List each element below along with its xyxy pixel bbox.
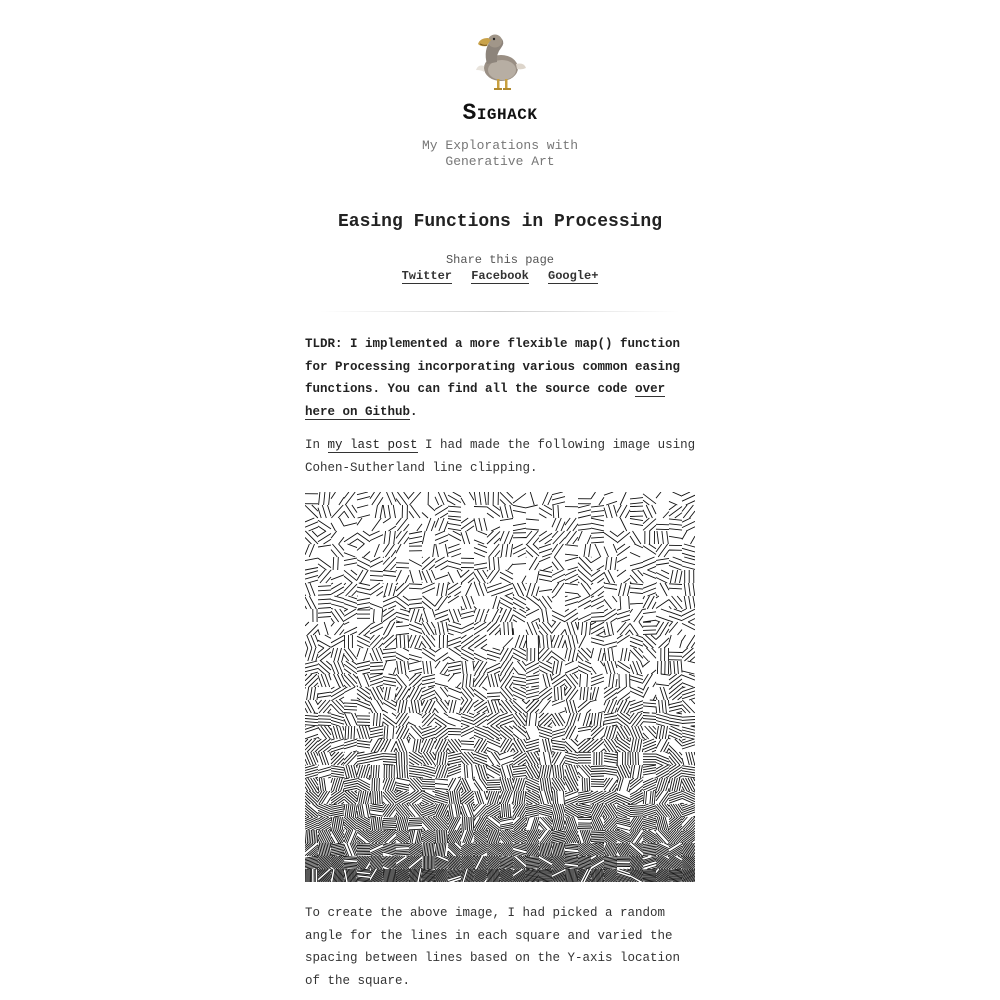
tldr-text: TLDR: I implemented a more flexible map() function for Processing incorporating various common easing functions. You can find all the source code: [305, 337, 681, 396]
intro-paragraph: [305, 434, 700, 479]
tldr-end: .: [410, 404, 418, 419]
intro-text-end: I had made the following image using Cohen-Sutherland line clipping.: [305, 438, 696, 475]
site-header: [0, 28, 1000, 170]
description-paragraph: To create the above image, I had picked a random angle for the lines in each square and varied the spacing between lines based on the Y-axis location of the square.: [305, 906, 681, 988]
tldr-paragraph: [305, 333, 700, 423]
dodo-bird-icon: [468, 28, 532, 94]
generative-line-art-image: [305, 492, 695, 882]
site-tagline: My Explorations with Generative Art: [421, 138, 579, 169]
share-section: [0, 252, 1000, 284]
art-lines: [305, 492, 695, 882]
share-facebook-link[interactable]: Facebook: [471, 269, 529, 283]
logo-link[interactable]: [0, 28, 1000, 94]
site-title-link[interactable]: Sighack: [462, 100, 538, 126]
share-google-plus-link[interactable]: Google+: [548, 269, 599, 283]
post-title: Easing Functions in Processing: [337, 212, 663, 232]
last-post-link[interactable]: my last post: [327, 438, 418, 452]
site-title: [0, 98, 1000, 128]
share-twitter-link[interactable]: Twitter: [401, 269, 452, 283]
line-art-canvas: [305, 492, 695, 882]
github-link[interactable]: over here on Github: [305, 382, 666, 419]
share-label: Share this page: [445, 253, 555, 267]
divider: [320, 311, 680, 312]
share-links: [0, 268, 1000, 284]
intro-text-start: In: [305, 438, 328, 452]
post-content: [305, 333, 700, 1000]
